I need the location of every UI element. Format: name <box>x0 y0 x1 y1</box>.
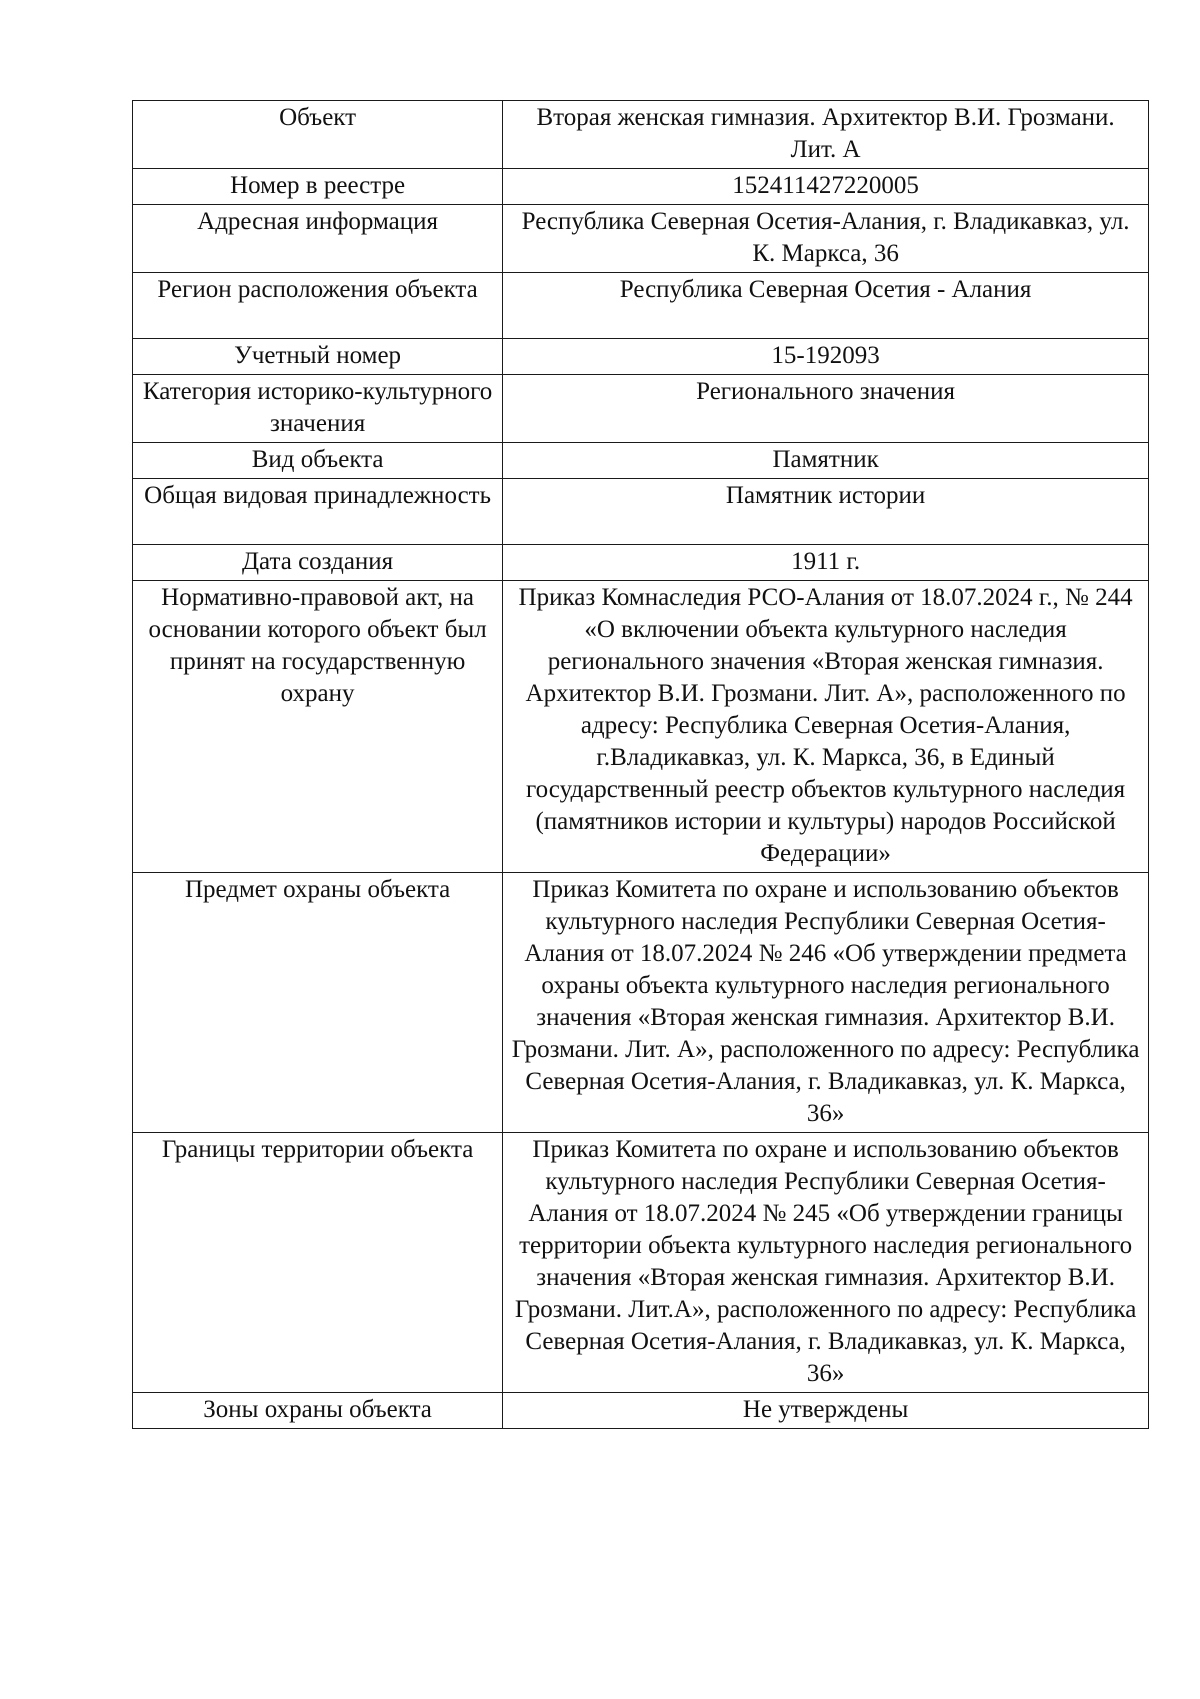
table-row-creation-date <box>133 545 1149 581</box>
row-value-protection-zones: Не утверждены <box>503 1393 1149 1429</box>
row-label-legal-act: Нормативно-правовой акт, на основании которого объект был принят на государственную охрану <box>133 581 503 873</box>
row-label-category: Категория историко-культурного значения <box>133 375 503 443</box>
row-value-general-type: Памятник истории <box>503 479 1149 545</box>
row-label-creation-date: Дата создания <box>133 545 503 581</box>
table-row-object <box>133 101 1149 169</box>
row-label-object-type: Вид объекта <box>133 443 503 479</box>
row-label-territory-boundaries: Границы территории объекта <box>133 1133 503 1393</box>
table-row-protection-subject <box>133 873 1149 1133</box>
row-label-general-type: Общая видовая принадлежность <box>133 479 503 545</box>
row-label-region: Регион расположения объекта <box>133 273 503 339</box>
table-row-protection-zones <box>133 1393 1149 1429</box>
row-value-object-type: Памятник <box>503 443 1149 479</box>
row-value-protection-subject: Приказ Комитета по охране и использованию объектов культурного наследия Республики Северная Осетия-Алания от 18.07.2024 № 246 «Об утверждении предмета охраны объекта культурного наследия регионального значения «Вторая женская гимназия. Архитектор В.И. Грозмани. Лит. А», расположенного по адресу: Республика Северная Осетия-Алания, г. Владикавказ, ул. К. Маркса, 36» <box>503 873 1149 1133</box>
table-row-object-type <box>133 443 1149 479</box>
table-row-region <box>133 273 1149 339</box>
row-value-registry-number: 152411427220005 <box>503 169 1149 205</box>
row-value-legal-act: Приказ Комнаследия РСО-Алания от 18.07.2024 г., № 244 «О включении объекта культурного наследия регионального значения «Вторая женская гимназия. Архитектор В.И. Грозмани. Лит. А», расположенного по адресу: Республика Северная Осетия-Алания, г.Владикавказ, ул. К. Маркса, 36, в Единый государственный реестр объектов культурного наследия (памятников истории и культуры) народов Российской Федерации» <box>503 581 1149 873</box>
table-row-address <box>133 205 1149 273</box>
row-label-registry-number: Номер в реестре <box>133 169 503 205</box>
row-value-region: Республика Северная Осетия - Алания <box>503 273 1149 339</box>
row-value-address: Республика Северная Осетия-Алания, г. Владикавказ, ул. К. Маркса, 36 <box>503 205 1149 273</box>
table-row-registry-number <box>133 169 1149 205</box>
row-label-protection-subject: Предмет охраны объекта <box>133 873 503 1133</box>
row-value-territory-boundaries: Приказ Комитета по охране и использованию объектов культурного наследия Республики Северная Осетия-Алания от 18.07.2024 № 245 «Об утверждении границы территории объекта культурного наследия регионального значения «Вторая женская гимназия. Архитектор В.И. Грозмани. Лит.А», расположенного по адресу: Республика Северная Осетия-Алания, г. Владикавказ, ул. К. Маркса, 36» <box>503 1133 1149 1393</box>
row-label-account-number: Учетный номер <box>133 339 503 375</box>
row-value-creation-date: 1911 г. <box>503 545 1149 581</box>
table-row-account-number <box>133 339 1149 375</box>
row-value-account-number: 15-192093 <box>503 339 1149 375</box>
row-label-address: Адресная информация <box>133 205 503 273</box>
table-row-category <box>133 375 1149 443</box>
row-label-object: Объект <box>133 101 503 169</box>
object-info-table <box>132 100 1149 1429</box>
table-row-general-type <box>133 479 1149 545</box>
row-value-category: Регионального значения <box>503 375 1149 443</box>
table-row-territory-boundaries <box>133 1133 1149 1393</box>
row-label-protection-zones: Зоны охраны объекта <box>133 1393 503 1429</box>
table-row-legal-act <box>133 581 1149 873</box>
row-value-object: Вторая женская гимназия. Архитектор В.И. Грозмани. Лит. А <box>503 101 1149 169</box>
